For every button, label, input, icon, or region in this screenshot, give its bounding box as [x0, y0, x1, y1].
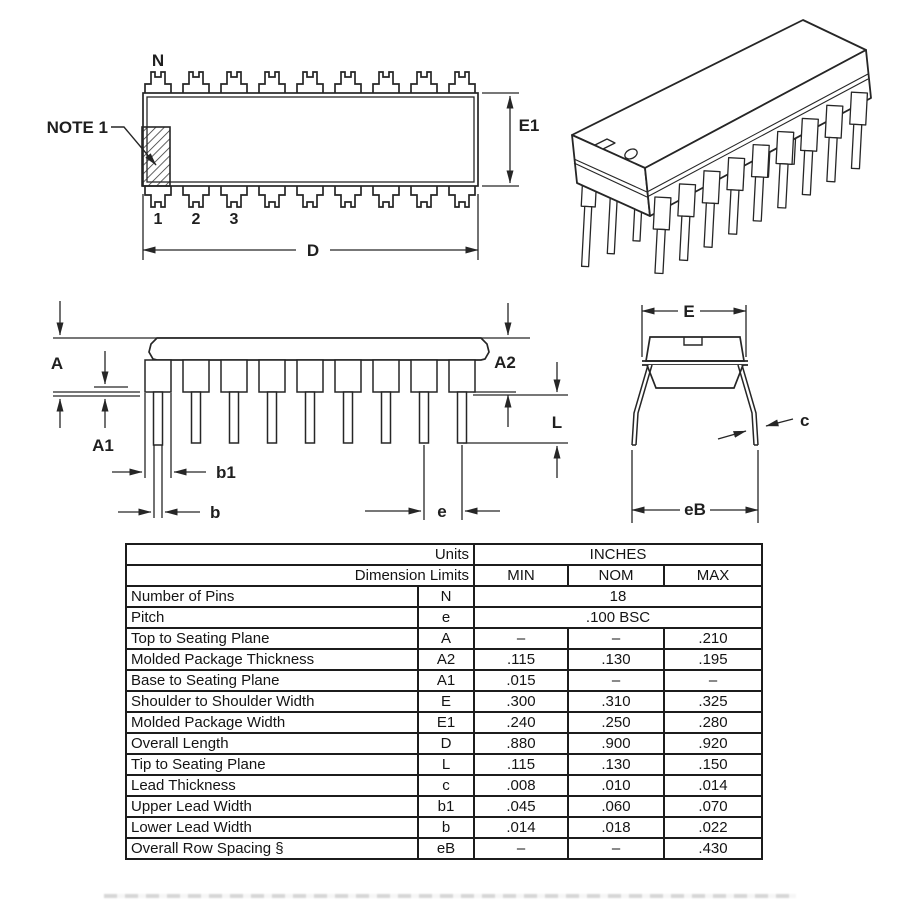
table-row: Lower Lead Width b .014 .018 .022 [126, 817, 762, 838]
pin-number-1: 1 [153, 211, 163, 228]
pin-number-2: 2 [191, 211, 201, 228]
top-view-drawing [20, 8, 555, 270]
col-header-max: MAX [664, 565, 762, 586]
table-row: Pitch e .100 BSC [126, 607, 762, 628]
table-row: Overall Row Spacing § eB – – .430 [126, 838, 762, 859]
label-a1: A1 [92, 436, 114, 455]
label-l: L [551, 413, 563, 432]
col-header-nom: NOM [568, 565, 664, 586]
dimension-limits-label: Dimension Limits [126, 565, 474, 586]
label-e1: E1 [518, 116, 540, 135]
table-row: Shoulder to Shoulder Width E .300 .310 .325 [126, 691, 762, 712]
label-a: A [50, 354, 64, 373]
side-view-drawing [20, 295, 580, 535]
isometric-view-drawing [545, 8, 897, 290]
label-b1: b1 [216, 463, 236, 482]
table-header-units [126, 544, 762, 565]
dimensions-table [125, 543, 763, 860]
label-note1: NOTE 1 [46, 118, 108, 137]
table-row: Tip to Seating Plane L .115 .130 .150 [126, 754, 762, 775]
table-row: Lead Thickness c .008 .010 .014 [126, 775, 762, 796]
table-row: Base to Seating Plane A1 .015 – – [126, 670, 762, 691]
label-c: c [800, 411, 810, 430]
table-row: Overall Length D .880 .900 .920 [126, 733, 762, 754]
label-b: b [210, 503, 221, 522]
pin1-index-hatch [142, 127, 170, 186]
top-pin-row [145, 72, 475, 93]
table-row: Number of Pins N 18 [126, 586, 762, 607]
package-body-side [149, 338, 489, 360]
c-dim-arrow-left [718, 431, 746, 439]
table-row: Upper Lead Width b1 .045 .060 .070 [126, 796, 762, 817]
col-header-min: MIN [474, 565, 568, 586]
units-label: Units [126, 544, 474, 565]
end-view-drawing [590, 295, 900, 535]
cut-off-text-smudge [104, 894, 796, 898]
label-e: e [437, 502, 447, 521]
label-d: D [306, 241, 320, 260]
units-value: INCHES [474, 544, 762, 565]
label-eb: eB [684, 500, 706, 519]
package-body-end [642, 337, 748, 388]
c-dim-arrow-right [766, 419, 793, 426]
table-header-limits [126, 565, 762, 586]
table-row: Top to Seating Plane A – – .210 [126, 628, 762, 649]
table-row: Molded Package Width E1 .240 .250 .280 [126, 712, 762, 733]
bottom-pin-row [145, 186, 475, 207]
lead-row-side [145, 360, 475, 445]
table-row: Molded Package Thickness A2 .115 .130 .195 [126, 649, 762, 670]
label-n: N [151, 51, 165, 70]
package-body-outline [143, 93, 478, 186]
label-a2: A2 [494, 353, 516, 372]
label-e-width: E [683, 302, 695, 321]
pin-number-3: 3 [229, 211, 239, 228]
